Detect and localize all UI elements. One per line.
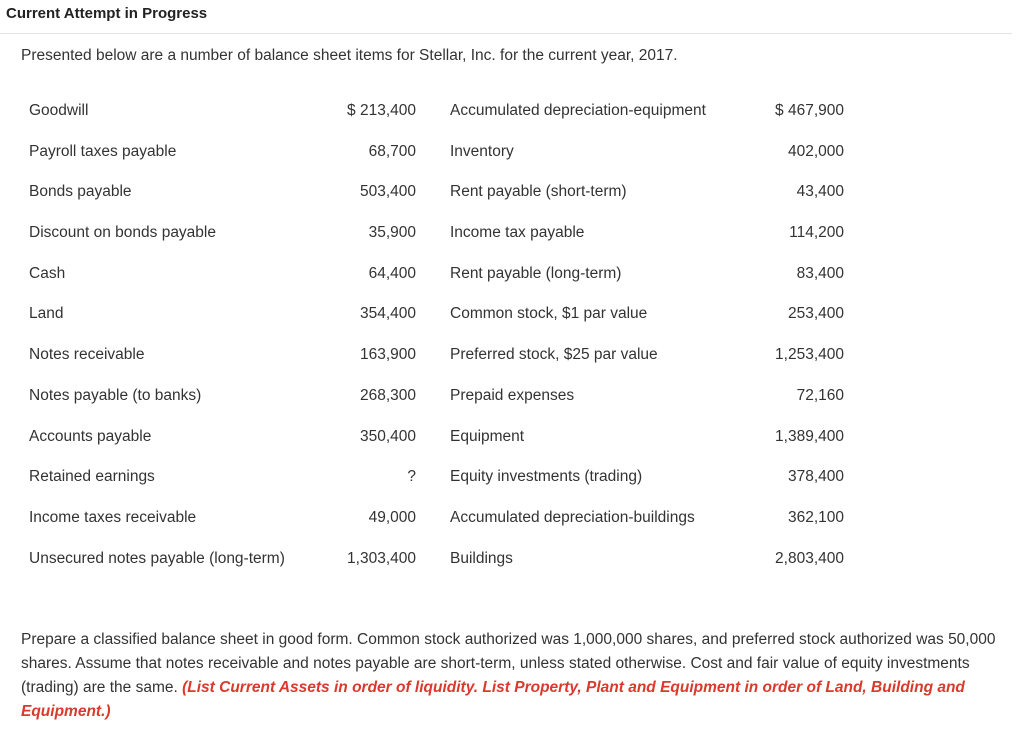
item-value: 350,400	[359, 427, 416, 445]
table-row	[29, 173, 859, 214]
item-value: 1,303,400	[347, 549, 416, 567]
item-label: Equity investments (trading)	[450, 468, 643, 486]
instructions-text: Prepare a classified balance sheet in good form. Common stock authorized was 1,000,000 shares, and preferred stock authorized was 50,000 shares. Assume that notes receivable and notes payable are short-term, unless stated otherwise. Cost and fair value of equity investments (trading) are the same.	[21, 631, 996, 696]
item-label: Unsecured notes payable (long-term)	[29, 549, 285, 567]
item-value: 43,400	[796, 183, 844, 201]
item-value: 378,400	[787, 468, 844, 486]
item-value: 1,253,400	[775, 346, 844, 364]
item-label: Bonds payable	[29, 183, 132, 201]
table-row	[29, 255, 859, 296]
item-label: Accounts payable	[29, 427, 152, 445]
instructions	[21, 628, 996, 724]
item-value: 114,200	[789, 224, 844, 242]
item-label: Inventory	[450, 142, 514, 160]
item-label: Land	[29, 305, 64, 323]
item-label: Rent payable (long-term)	[450, 264, 622, 282]
table-row	[29, 336, 859, 377]
item-label: Accumulated depreciation-buildings	[450, 508, 695, 526]
item-value: 2,803,400	[775, 549, 844, 567]
item-label: Discount on bonds payable	[29, 224, 216, 242]
item-value: 503,400	[359, 183, 416, 201]
item-label: Goodwill	[29, 102, 89, 119]
item-value: 362,100	[787, 508, 844, 526]
item-value: 402,000	[787, 142, 844, 160]
item-label: Prepaid expenses	[450, 386, 575, 404]
item-value: 64,400	[368, 264, 416, 282]
item-label: Income tax payable	[450, 224, 585, 242]
item-value: 268,300	[359, 386, 416, 404]
item-label: Rent payable (short-term)	[450, 183, 627, 201]
item-label: Cash	[29, 264, 66, 282]
table-row	[29, 499, 859, 540]
page-title: Current Attempt in Progress	[6, 5, 208, 22]
balance-sheet-items-table	[29, 92, 859, 580]
item-value: $ 467,900	[775, 102, 844, 119]
item-value: 83,400	[796, 264, 844, 282]
item-value: 68,700	[368, 142, 416, 160]
item-value: ?	[407, 468, 416, 486]
table-row	[29, 214, 859, 255]
table-row	[29, 377, 859, 418]
item-label: Notes receivable	[29, 346, 145, 364]
item-value: 1,389,400	[775, 427, 844, 445]
table-row	[29, 133, 859, 174]
table-row	[29, 295, 859, 336]
item-value: 72,160	[796, 386, 844, 404]
item-value: 253,400	[787, 305, 844, 323]
item-label: Payroll taxes payable	[29, 142, 177, 160]
item-value: 35,900	[368, 224, 416, 242]
item-value: 163,900	[359, 346, 416, 364]
item-value: 49,000	[368, 508, 416, 526]
item-label: Income taxes receivable	[29, 508, 197, 526]
item-label: Retained earnings	[29, 468, 155, 486]
intro-text: Presented below are a number of balance sheet items for Stellar, Inc. for the current year, 2017.	[21, 47, 678, 64]
table-row	[29, 540, 859, 581]
item-label: Buildings	[450, 549, 513, 567]
item-label: Notes payable (to banks)	[29, 386, 202, 404]
table-row	[29, 92, 859, 133]
item-label: Equipment	[450, 427, 525, 445]
item-label: Accumulated depreciation-equipment	[450, 102, 706, 119]
item-label: Common stock, $1 par value	[450, 305, 648, 323]
table-row	[29, 418, 859, 459]
item-value: 354,400	[359, 305, 416, 323]
header-bar	[0, 0, 1012, 34]
instructions-note: (List Current Assets in order of liquidity. List Property, Plant and Equipment in order of Land, Building and Equipment.)	[21, 679, 965, 720]
item-value: $ 213,400	[347, 102, 416, 119]
item-label: Preferred stock, $25 par value	[450, 346, 658, 364]
table-row	[29, 458, 859, 499]
